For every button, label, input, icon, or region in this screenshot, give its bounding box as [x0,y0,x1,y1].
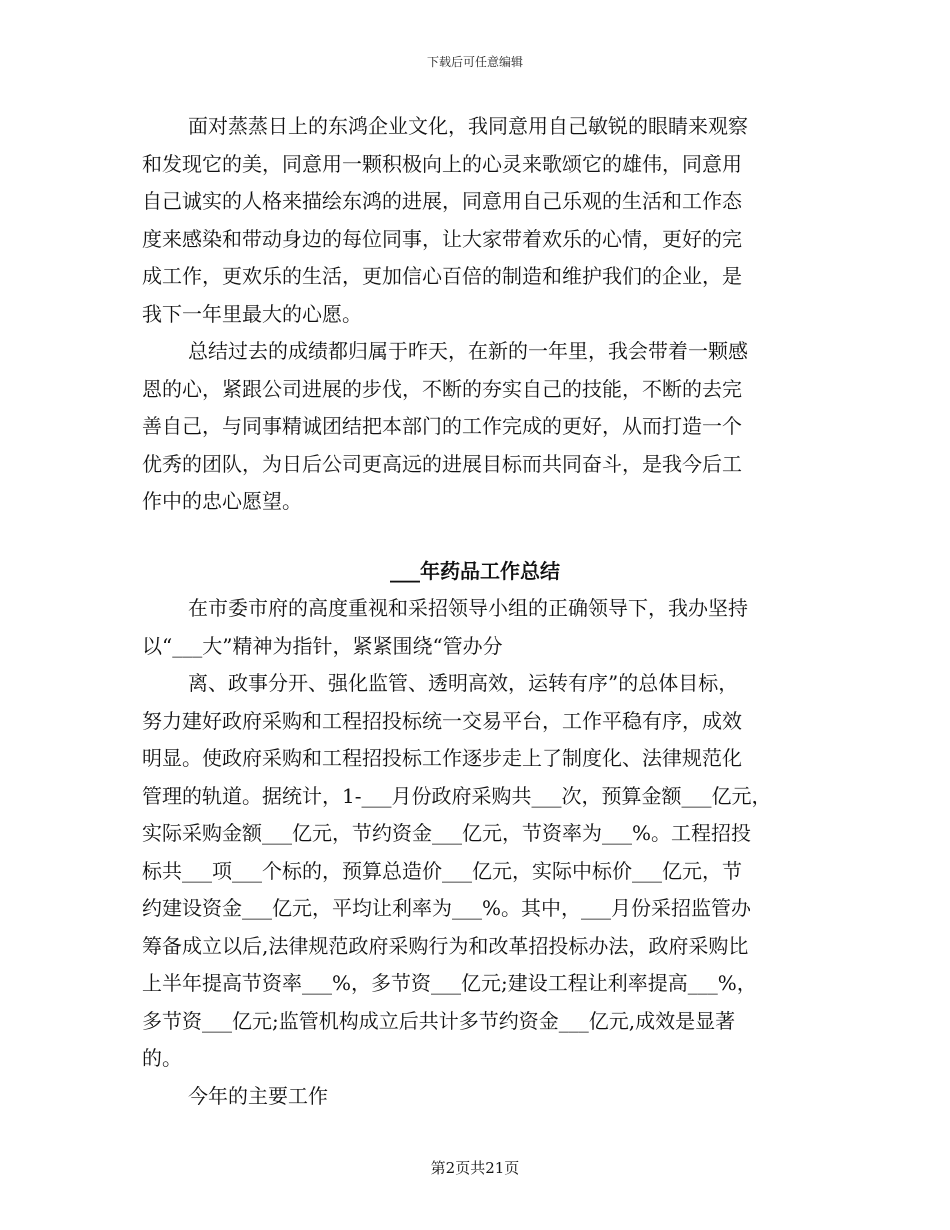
text-line: 管理的轨道。据统计，1-___月份政府采购共___次，预算金额___亿元， [142,783,772,808]
text-line: 实际采购金额___亿元，节约资金___亿元，节资率为___%。工程招投 [142,821,752,845]
text-line: 成工作，更欢乐的生活，更加信心百倍的制造和维护我们的企业，是 [142,264,742,288]
paragraph-block-1 [142,108,822,521]
text-line: 度来感染和带动身边的每位同事，让大家带着欢乐的心情，更好的完 [142,226,742,251]
text-line: 筹备成立以后,法律规范政府采购行为和改革招投标办法，政府采购比 [142,933,749,958]
text-line: 明显。使政府采购和工程招投标工作逐步走上了制度化、法律规范化 [142,746,742,770]
text-line: 离、政事分开、强化监管、透明高效，运转有序”的总体目标， [188,671,739,695]
text-line: 自己诚实的人格来描绘东鸿的进展，同意用自己乐观的生活和工作态 [142,189,742,213]
paragraph-block-2 [142,590,822,1115]
text-line: 和发现它的美，同意用一颗积极向上的心灵来歌颂它的雄伟，同意用 [142,151,742,176]
text-line: 上半年提高节资率___%，多节资___亿元;建设工程让利率提高___%， [142,971,757,995]
text-line: 多节资___亿元;监管机构成立后共计多节约资金___亿元,成效是显著 [142,1008,736,1033]
text-line: 恩的心，紧跟公司进展的步伐，不断的夯实自己的技能，不断的去完 [142,376,742,401]
text-line: 作中的忠心愿望。 [142,489,302,513]
text-line: 在市委市府的高度重视和采招领导小组的正确领导下，我办坚持 [188,596,748,620]
text-line: 面对蒸蒸日上的东鸿企业文化，我同意用自己敏锐的眼睛来观察 [188,114,748,138]
text-line: 总结过去的成绩都归属于昨天，在新的一年里，我会带着一颗感 [188,339,748,363]
page-header: 下载后可任意编辑 [426,55,523,69]
text-line: 约建设资金___亿元，平均让利率为___%。其中，___月份采招监管办 [142,896,752,920]
section-title: ___年药品工作总结 [390,559,560,583]
text-line: 标共___项___个标的，预算总造价___亿元，实际中标价___亿元，节 [142,858,742,883]
text-line: 今年的主要工作 [188,1083,328,1108]
text-line: 善自己，与同事精诚团结把本部门的工作完成的更好，从而打造一个 [142,414,742,438]
text-line: 努力建好政府采购和工程招投标统一交易平台，工作平稳有序，成效 [142,708,742,733]
page-footer: 第2页共21页 [430,1159,520,1177]
text-line: 优秀的团队，为日后公司更高远的进展目标而共同奋斗，是我今后工 [142,451,742,476]
text-line: 以“___大”精神为指针，紧紧围绕“管办分 [142,633,503,658]
text-line: 的。 [142,1046,182,1070]
text-line: 我下一年里最大的心愿。 [142,301,362,326]
